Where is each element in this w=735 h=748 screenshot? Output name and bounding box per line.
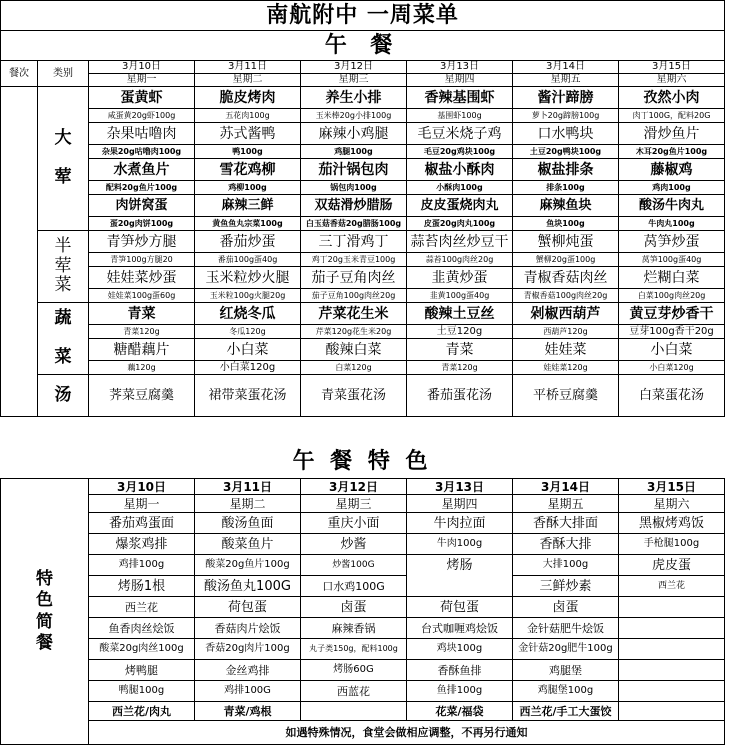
dish-cell: 皮皮蛋烧肉丸	[407, 195, 513, 217]
ingredient-cell: 白玉菇香菇20g腊肠100g	[301, 217, 407, 231]
special-item: 青菜/鸡根	[195, 702, 301, 721]
dish-cell: 芹菜花生米	[301, 303, 407, 325]
dish-cell: 麻辣小鸡腿	[301, 123, 407, 145]
special-item: 重庆小面	[301, 513, 407, 534]
special-item: 金丝鸡排	[195, 660, 301, 681]
dish-cell: 茄子豆角肉丝	[301, 267, 407, 289]
special-item: 麻辣香锅	[301, 618, 407, 639]
special-item: 台式咖喱鸡烩饭	[407, 618, 513, 639]
category-big-meat: 大 荤	[38, 87, 89, 231]
ingredient-cell: 咸蛋黄20g虾100g	[89, 109, 195, 123]
special-item: 牛肉100g	[407, 534, 513, 555]
ingredient-cell: 萝卜20g蹄膀100g	[513, 109, 619, 123]
dish-cell: 青菜	[407, 339, 513, 361]
dish-cell: 青椒香菇肉丝	[513, 267, 619, 289]
dish-cell: 韭黄炒蛋	[407, 267, 513, 289]
dish-cell: 娃娃菜	[513, 339, 619, 361]
dish-cell: 莴笋炒蛋	[619, 231, 725, 253]
special-weekday-header: 星期四	[407, 495, 513, 513]
special-item	[619, 597, 725, 618]
special-weekday-header: 星期三	[301, 495, 407, 513]
special-item: 番茄鸡蛋面	[89, 513, 195, 534]
special-item: 烤肠60G	[301, 660, 407, 681]
ingredient-cell: 芹菜120g花生米20g	[301, 325, 407, 339]
ingredient-cell: 韭黄100g蛋40g	[407, 289, 513, 303]
dish-cell: 滑炒鱼片	[619, 123, 725, 145]
special-weekday-header: 星期六	[619, 495, 725, 513]
special-date-header: 3月13日	[407, 479, 513, 495]
special-item: 荷包蛋	[407, 597, 513, 618]
special-date-header: 3月15日	[619, 479, 725, 495]
dish-cell: 双菇滑炒腊肠	[301, 195, 407, 217]
special-item: 西兰花/肉丸	[89, 702, 195, 721]
special-item	[619, 702, 725, 721]
special-item: 鱼香肉丝烩饭	[89, 618, 195, 639]
special-item: 香菇20g肉片100g	[195, 639, 301, 660]
special-item: 爆浆鸡排	[89, 534, 195, 555]
dish-cell: 口水鸭块	[513, 123, 619, 145]
meal-column-header: 餐次	[1, 61, 38, 87]
special-date-header: 3月12日	[301, 479, 407, 495]
ingredient-cell: 小白菜120g	[619, 361, 725, 375]
dish-cell: 水煮鱼片	[89, 159, 195, 181]
dish-cell: 脆皮烤肉	[195, 87, 301, 109]
ingredient-cell: 鸡腿100g	[301, 145, 407, 159]
special-item: 黑椒烤鸡饭	[619, 513, 725, 534]
ingredient-cell: 毛豆20g鸡块100g	[407, 145, 513, 159]
footer-note: 如遇特殊情况，食堂会做相应调整，不再另行通知	[89, 721, 725, 745]
special-item: 酸菜20g肉丝100g	[89, 639, 195, 660]
menu-title: 南航附中 一周菜单	[1, 1, 725, 31]
soup-cell: 裙带菜蛋花汤	[195, 375, 301, 417]
special-item: 鸡排100G	[195, 681, 301, 702]
dish-cell: 番茄炒蛋	[195, 231, 301, 253]
special-item: 酸菜鱼片	[195, 534, 301, 555]
ingredient-cell: 青笋100g方腿20	[89, 253, 195, 267]
special-weekday-header: 星期一	[89, 495, 195, 513]
special-item: 虎皮蛋	[619, 555, 725, 576]
special-item: 香酥鱼排	[407, 660, 513, 681]
date-header: 3月12日	[301, 61, 407, 74]
dish-cell: 糖醋藕片	[89, 339, 195, 361]
special-item: 口水鸡100G	[301, 576, 407, 597]
ingredient-cell: 配料20g鱼片100g	[89, 181, 195, 195]
dish-cell: 酱汁蹄膀	[513, 87, 619, 109]
dish-cell: 娃娃菜炒蛋	[89, 267, 195, 289]
date-header: 3月13日	[407, 61, 513, 74]
category-soup: 汤	[38, 375, 89, 417]
ingredient-cell: 娃娃菜120g	[513, 361, 619, 375]
ingredient-cell: 黄鱼鱼丸宗菜100g	[195, 217, 301, 231]
weekday-header: 星期二	[195, 74, 301, 87]
ingredient-cell: 白菜120g	[301, 361, 407, 375]
ingredient-cell: 藕120g	[89, 361, 195, 375]
special-item: 烤肠1根	[89, 576, 195, 597]
category-vegetable: 蔬 菜	[38, 303, 89, 375]
special-item: 鸡块100g	[407, 639, 513, 660]
weekday-header: 星期五	[513, 74, 619, 87]
ingredient-cell: 肉丁100G，配料20G	[619, 109, 725, 123]
dish-cell: 黄豆芽炒香干	[619, 303, 725, 325]
special-item	[619, 681, 725, 702]
date-header: 3月15日	[619, 61, 725, 74]
ingredient-cell: 锅包肉100g	[301, 181, 407, 195]
ingredient-cell: 基围虾100g	[407, 109, 513, 123]
dish-cell: 椒盐小酥肉	[407, 159, 513, 181]
special-item: 西蓝花	[301, 681, 407, 702]
weekday-header: 星期四	[407, 74, 513, 87]
category-half-meat: 半 荤 菜	[38, 231, 89, 303]
dish-cell: 三丁滑鸡丁	[301, 231, 407, 253]
ingredient-cell: 玉米粒100g火腿20g	[195, 289, 301, 303]
dish-cell: 孜然小肉	[619, 87, 725, 109]
ingredient-cell: 白菜100g肉丝20g	[619, 289, 725, 303]
special-label: 特 色 简 餐	[1, 479, 89, 745]
dish-cell: 肉饼窝蛋	[89, 195, 195, 217]
special-item: 牛肉拉面	[407, 513, 513, 534]
dish-cell: 青笋炒方腿	[89, 231, 195, 253]
special-item: 大排100g	[513, 555, 619, 576]
special-item: 烤鸭腿	[89, 660, 195, 681]
dish-cell: 剁椒西葫芦	[513, 303, 619, 325]
special-item: 金针菇肥牛烩饭	[513, 618, 619, 639]
ingredient-cell: 皮蛋20g肉丸100g	[407, 217, 513, 231]
ingredient-cell: 土豆20g鸭块100g	[513, 145, 619, 159]
special-item	[619, 639, 725, 660]
dish-cell: 玉米粒炒火腿	[195, 267, 301, 289]
ingredient-cell: 蒜苔100g肉丝20g	[407, 253, 513, 267]
ingredient-cell: 杂果20g咕噜肉100g	[89, 145, 195, 159]
dish-cell: 小白菜	[619, 339, 725, 361]
ingredient-cell: 土豆120g	[407, 325, 513, 339]
special-item: 卤蛋	[301, 597, 407, 618]
ingredient-cell: 莴笋100g蛋40g	[619, 253, 725, 267]
dish-cell: 茄汁锅包肉	[301, 159, 407, 181]
dish-cell: 小白菜	[195, 339, 301, 361]
dish-cell: 蒜苔肉丝炒豆干	[407, 231, 513, 253]
ingredient-cell: 青菜120g	[407, 361, 513, 375]
dish-cell: 杂果咕噜肉	[89, 123, 195, 145]
special-item: 鸡排100g	[89, 555, 195, 576]
special-item: 炒酱100G	[301, 555, 407, 576]
ingredient-cell: 五花肉100g	[195, 109, 301, 123]
soup-cell: 青菜蛋花汤	[301, 375, 407, 417]
dish-cell: 烂糊白菜	[619, 267, 725, 289]
special-item: 西兰花/手工大蛋饺	[513, 702, 619, 721]
special-item: 三鲜炒素	[513, 576, 619, 597]
ingredient-cell: 鸡丁20g玉米青豆100g	[301, 253, 407, 267]
date-header: 3月14日	[513, 61, 619, 74]
weekday-header: 星期一	[89, 74, 195, 87]
special-weekday-header: 星期五	[513, 495, 619, 513]
ingredient-cell: 排条100g	[513, 181, 619, 195]
dish-cell: 酸辣白菜	[301, 339, 407, 361]
special-item	[619, 660, 725, 681]
dish-cell: 麻辣三鲜	[195, 195, 301, 217]
special-date-header: 3月11日	[195, 479, 301, 495]
special-item: 荷包蛋	[195, 597, 301, 618]
special-menu-table	[0, 478, 725, 745]
dish-cell: 苏式酱鸭	[195, 123, 301, 145]
special-item: 烤肠	[407, 555, 513, 597]
ingredient-cell: 鸡柳100g	[195, 181, 301, 195]
special-weekday-header: 星期二	[195, 495, 301, 513]
dish-cell: 青菜	[89, 303, 195, 325]
category-column-header: 类别	[38, 61, 89, 87]
special-title: 午 餐 特 色	[292, 449, 432, 474]
dish-cell: 红烧冬瓜	[195, 303, 301, 325]
special-item: 酸菜20g鱼片100g	[195, 555, 301, 576]
ingredient-cell: 鸡肉100g	[619, 181, 725, 195]
special-item: 丸子类150g，配料100g	[301, 639, 407, 660]
special-item: 香菇肉片烩饭	[195, 618, 301, 639]
special-date-header: 3月10日	[89, 479, 195, 495]
ingredient-cell: 玉米棒20g小排100g	[301, 109, 407, 123]
soup-cell: 番茄蛋花汤	[407, 375, 513, 417]
special-item: 鸭腿100g	[89, 681, 195, 702]
dish-cell: 雪花鸡柳	[195, 159, 301, 181]
dish-cell: 蟹柳炖蛋	[513, 231, 619, 253]
soup-cell: 白菜蛋花汤	[619, 375, 725, 417]
date-header: 3月11日	[195, 61, 301, 74]
special-item: 酸汤鱼丸100G	[195, 576, 301, 597]
ingredient-cell: 冬瓜120g	[195, 325, 301, 339]
dish-cell: 养生小排	[301, 87, 407, 109]
special-item: 鸡腿堡100g	[513, 681, 619, 702]
lunch-heading: 午 餐	[1, 31, 725, 61]
soup-cell: 平桥豆腐羹	[513, 375, 619, 417]
ingredient-cell: 牛肉丸100g	[619, 217, 725, 231]
dish-cell: 酸汤牛肉丸	[619, 195, 725, 217]
ingredient-cell: 蟹柳20g蛋100g	[513, 253, 619, 267]
weekday-header: 星期六	[619, 74, 725, 87]
dish-cell: 椒盐排条	[513, 159, 619, 181]
ingredient-cell: 小白菜120g	[195, 361, 301, 375]
special-item: 金针菇20g肥牛100g	[513, 639, 619, 660]
special-item: 香酥大排面	[513, 513, 619, 534]
ingredient-cell: 鱼块100g	[513, 217, 619, 231]
weekday-header: 星期三	[301, 74, 407, 87]
special-item: 鸡腿堡	[513, 660, 619, 681]
special-item: 卤蛋	[513, 597, 619, 618]
ingredient-cell: 青菜120g	[89, 325, 195, 339]
special-item: 鱼排100g	[407, 681, 513, 702]
dish-cell: 香辣基围虾	[407, 87, 513, 109]
ingredient-cell: 小酥肉100g	[407, 181, 513, 195]
special-item: 西兰花	[619, 576, 725, 597]
special-item	[301, 702, 407, 721]
date-header: 3月10日	[89, 61, 195, 74]
dish-cell: 毛豆米烧子鸡	[407, 123, 513, 145]
dish-cell: 藤椒鸡	[619, 159, 725, 181]
dish-cell: 蛋黄虾	[89, 87, 195, 109]
dish-cell: 酸辣土豆丝	[407, 303, 513, 325]
special-item: 西兰花	[89, 597, 195, 618]
special-item	[619, 618, 725, 639]
special-item: 酸汤鱼面	[195, 513, 301, 534]
ingredient-cell: 木耳20g鱼片100g	[619, 145, 725, 159]
special-item: 香酥大排	[513, 534, 619, 555]
ingredient-cell: 娃娃菜100g蛋60g	[89, 289, 195, 303]
ingredient-cell: 豆芽100g香干20g	[619, 325, 725, 339]
ingredient-cell: 番茄100g蛋40g	[195, 253, 301, 267]
ingredient-cell: 西葫芦120g	[513, 325, 619, 339]
special-item: 手枪腿100g	[619, 534, 725, 555]
special-item: 花菜/福袋	[407, 702, 513, 721]
special-item: 炒酱	[301, 534, 407, 555]
soup-cell: 荠菜豆腐羹	[89, 375, 195, 417]
ingredient-cell: 茄子豆角100g肉丝20g	[301, 289, 407, 303]
ingredient-cell: 鸭100g	[195, 145, 301, 159]
meal-period-cell	[1, 87, 38, 417]
ingredient-cell: 青椒香菇100g肉丝20g	[513, 289, 619, 303]
ingredient-cell: 蛋20g肉饼100g	[89, 217, 195, 231]
special-date-header: 3月14日	[513, 479, 619, 495]
dish-cell: 麻辣鱼块	[513, 195, 619, 217]
